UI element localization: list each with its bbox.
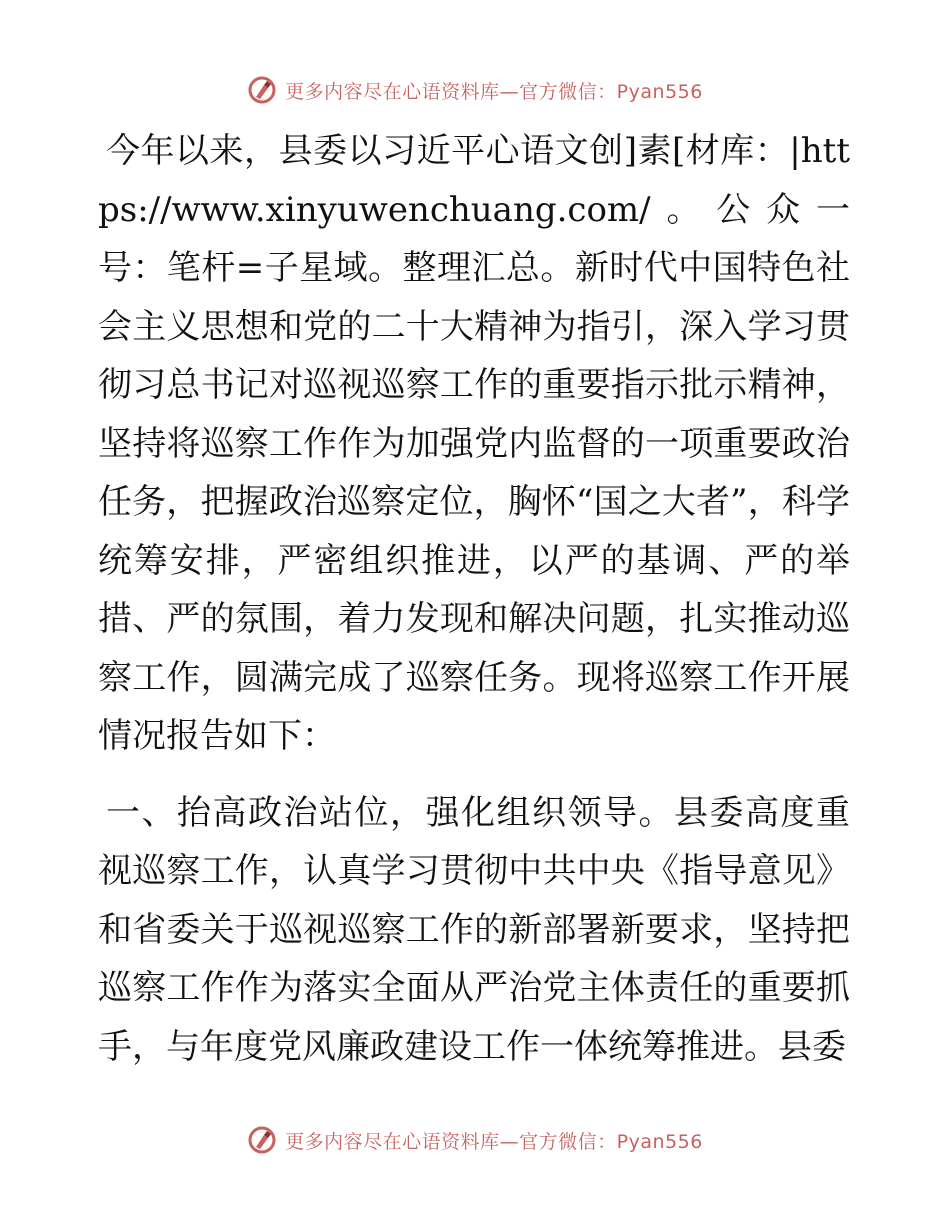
footer-watermark [0,1120,950,1160]
header-watermark [0,70,950,110]
paragraph-section-one: 一、抬高政治站位，强化组织领导。县委高度重视巡察工作，认真学习贯彻中共中央《指导意见》和省委关于巡视巡察工作的新部署新要求，坚持把巡察工作作为落实全面从严治党主体责任的重要抓手，与年度党风廉政建设工作一体统筹推进。县委 [98,792,850,1067]
watermark-text: 更多内容尽在心语资料库—官方微信：Pyan556 [285,80,703,103]
pen-nib-logo-icon [247,1125,277,1155]
pen-nib-logo-icon [247,75,277,105]
document-body [98,122,850,1076]
paragraph-intro: 今年以来，县委以习近平心语文创]素[材库：|https://www.xinyuwenchuang.com/。公众一号：笔杆=子星域。整理汇总。新时代中国特色社会主义思想和党的二十大精神为指引，深入学习贯彻习总书记对巡视巡察工作的重要指示批示精神，坚持将巡察工作作为加强党内监督的一项重要政治任务，把握政治巡察定位，胸怀“国之大者”，科学统筹安排，严密组织推进，以严的基调、严的举措、严的氛围，着力发现和解决问题，扎实推动巡察工作，圆满完成了巡察任务。现将巡察工作开展情况报告如下： [98,131,850,756]
watermark-text: 更多内容尽在心语资料库—官方微信：Pyan556 [285,1130,703,1153]
